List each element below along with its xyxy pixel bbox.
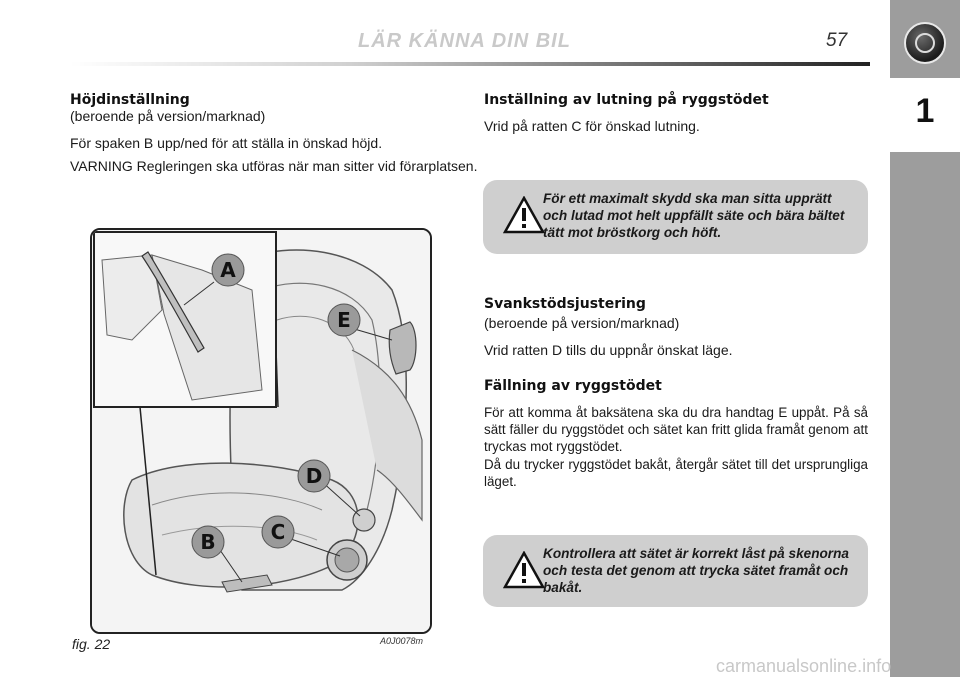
- callout-a-label: A: [220, 258, 236, 282]
- footer-watermark[interactable]: carmanualsonline.info: [716, 656, 892, 676]
- header-title: LÄR KÄNNA DIN BIL: [358, 30, 571, 52]
- seat-figure: [90, 228, 432, 634]
- brand-logo-icon: [904, 22, 946, 64]
- warning-text-lock: Kontrollera att sätet är korrekt låst på skenorna och testa det genom att trycka sätet framåt och bakåt.: [543, 546, 849, 595]
- lumbar-subtitle: (beroende på version/marknad): [484, 315, 680, 331]
- header-rule: [70, 62, 870, 66]
- tilt-paragraph: Vrid på ratten C för önskad lutning.: [484, 118, 700, 134]
- callout-d: [298, 460, 330, 492]
- warning-text-posture: För ett maximalt skydd ska man sitta upprätt och lutad mot helt uppfällt säte och bära bältet tätt mot bröstkorg och höft.: [543, 191, 845, 240]
- height-paragraph: För spaken B upp/ned för att ställa in önskad höjd.: [70, 135, 383, 151]
- callout-a: [212, 254, 244, 286]
- warning-box-posture: [483, 180, 868, 254]
- callout-e: [328, 304, 360, 336]
- page-number: 57: [826, 30, 848, 51]
- lumbar-paragraph: Vrid ratten D tills du uppnår önskat läge.: [484, 342, 733, 358]
- callout-c: [262, 516, 294, 548]
- height-subtitle: (beroende på version/marknad): [70, 108, 266, 124]
- fold-paragraph-2: Då du trycker ryggstödet bakåt, återgår sätet till det ursprungliga läget.: [484, 457, 868, 489]
- warning-triangle-icon: [503, 551, 545, 589]
- callout-c-label: C: [270, 520, 286, 544]
- callout-d-label: D: [305, 464, 323, 488]
- height-heading: Höjdinställning: [70, 92, 190, 108]
- warning-triangle-icon: [503, 196, 545, 234]
- height-warning-text: VARNING Regleringen ska utföras när man sitter vid förarplatsen.: [70, 158, 478, 174]
- figure-code: A0J0078m: [380, 636, 424, 646]
- figure-caption: fig. 22: [72, 636, 111, 652]
- seat-illustration: [92, 230, 430, 632]
- fold-paragraph-1: För att komma åt baksätena ska du dra handtag E uppåt. På så sätt fäller du ryggstödet och sätet kan fritt glida framåt genom att tryckas mot ryggstödet.: [484, 405, 868, 454]
- tilt-heading: Inställning av lutning på ryggstödet: [484, 92, 769, 108]
- callout-b-label: B: [200, 530, 216, 554]
- fold-heading: Fällning av ryggstödet: [484, 378, 662, 394]
- callout-b: [192, 526, 224, 558]
- warning-box-lock: [483, 535, 868, 607]
- callout-e-label: E: [337, 308, 351, 332]
- chapter-tab[interactable]: [890, 78, 960, 152]
- lumbar-heading: Svankstödsjustering: [484, 296, 646, 312]
- chapter-number: 1: [915, 92, 935, 130]
